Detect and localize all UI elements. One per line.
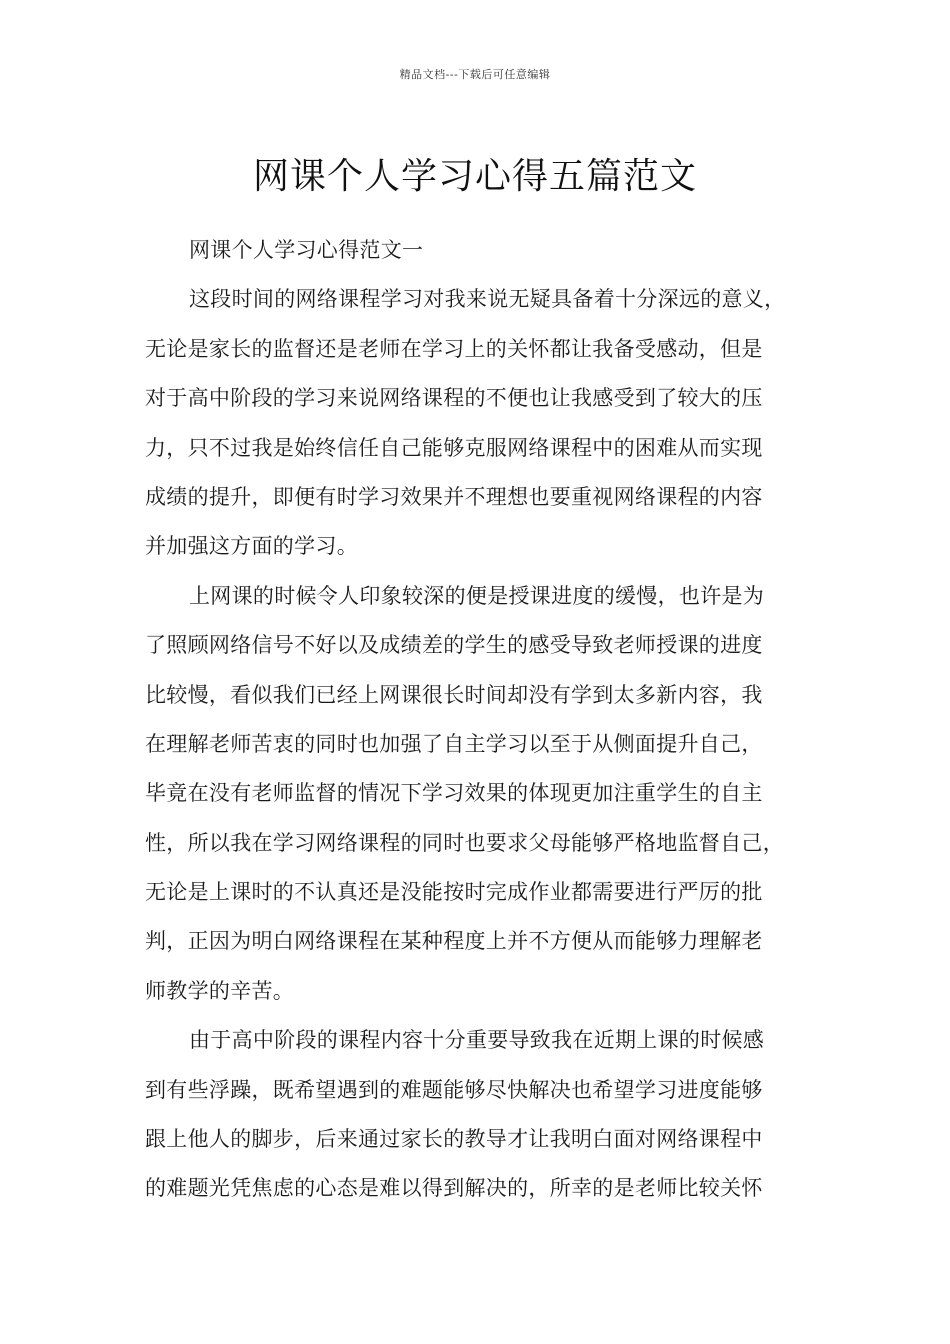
document-title: 网课个人学习心得五篇范文 [252,156,697,198]
paragraph-line: 到有些浮躁，既希望遇到的难题能够尽快解决也希望学习进度能够 [145,1077,763,1102]
paragraph-line: 对于高中阶段的学习来说网络课程的不便也让我感受到了较大的压 [145,386,763,411]
paragraph-line: 师教学的辛苦。 [145,978,295,1003]
paragraph-line: 了照顾网络信号不好以及成绩差的学生的感受导致老师授课的进度 [145,633,763,658]
paragraph-line: 在理解老师苦衷的同时也加强了自主学习以至于从侧面提升自己， [145,731,763,756]
header-note: 精品文档---下载后可任意编辑 [399,68,551,81]
paragraph-line: 无论是上课时的不认真还是没能按时完成作业都需要进行严厉的批 [145,880,763,905]
paragraph-line: 力，只不过我是始终信任自己能够克服网络课程中的困难从而实现 [145,435,763,460]
paragraph-line: 判，正因为明白网络课程在某种程度上并不方便从而能够力理解老 [145,929,763,954]
paragraph-line: 由于高中阶段的课程内容十分重要导致我在近期上课的时候感 [189,1028,765,1053]
section-heading: 网课个人学习心得范文一 [189,238,424,262]
document-body [145,226,825,1214]
paragraph-line: 这段时间的网络课程学习对我来说无疑具备着十分深远的意义， [189,287,786,312]
paragraph-line: 的难题光凭焦虑的心态是难以得到解决的，所幸的是老师比较关怀 [145,1176,763,1201]
paragraph-line: 成绩的提升，即便有时学习效果并不理想也要重视网络课程的内容 [145,484,763,509]
paragraph-line: 比较慢，看似我们已经上网课很长时间却没有学到太多新内容，我 [145,682,763,707]
paragraph-line: 并加强这方面的学习。 [145,534,358,559]
paragraph-line: 上网课的时候令人印象较深的便是授课进度的缓慢，也许是为 [189,583,765,608]
paragraph-line: 毕竟在没有老师监督的情况下学习效果的体现更加注重学生的自主 [145,781,763,806]
paragraph-line: 无论是家长的监督还是老师在学习上的关怀都让我备受感动，但是 [145,336,763,361]
paragraph-line: 性，所以我在学习网络课程的同时也要求父母能够严格地监督自己， [145,830,784,855]
paragraph-line: 跟上他人的脚步，后来通过家长的教导才让我明白面对网络课程中 [145,1127,763,1152]
